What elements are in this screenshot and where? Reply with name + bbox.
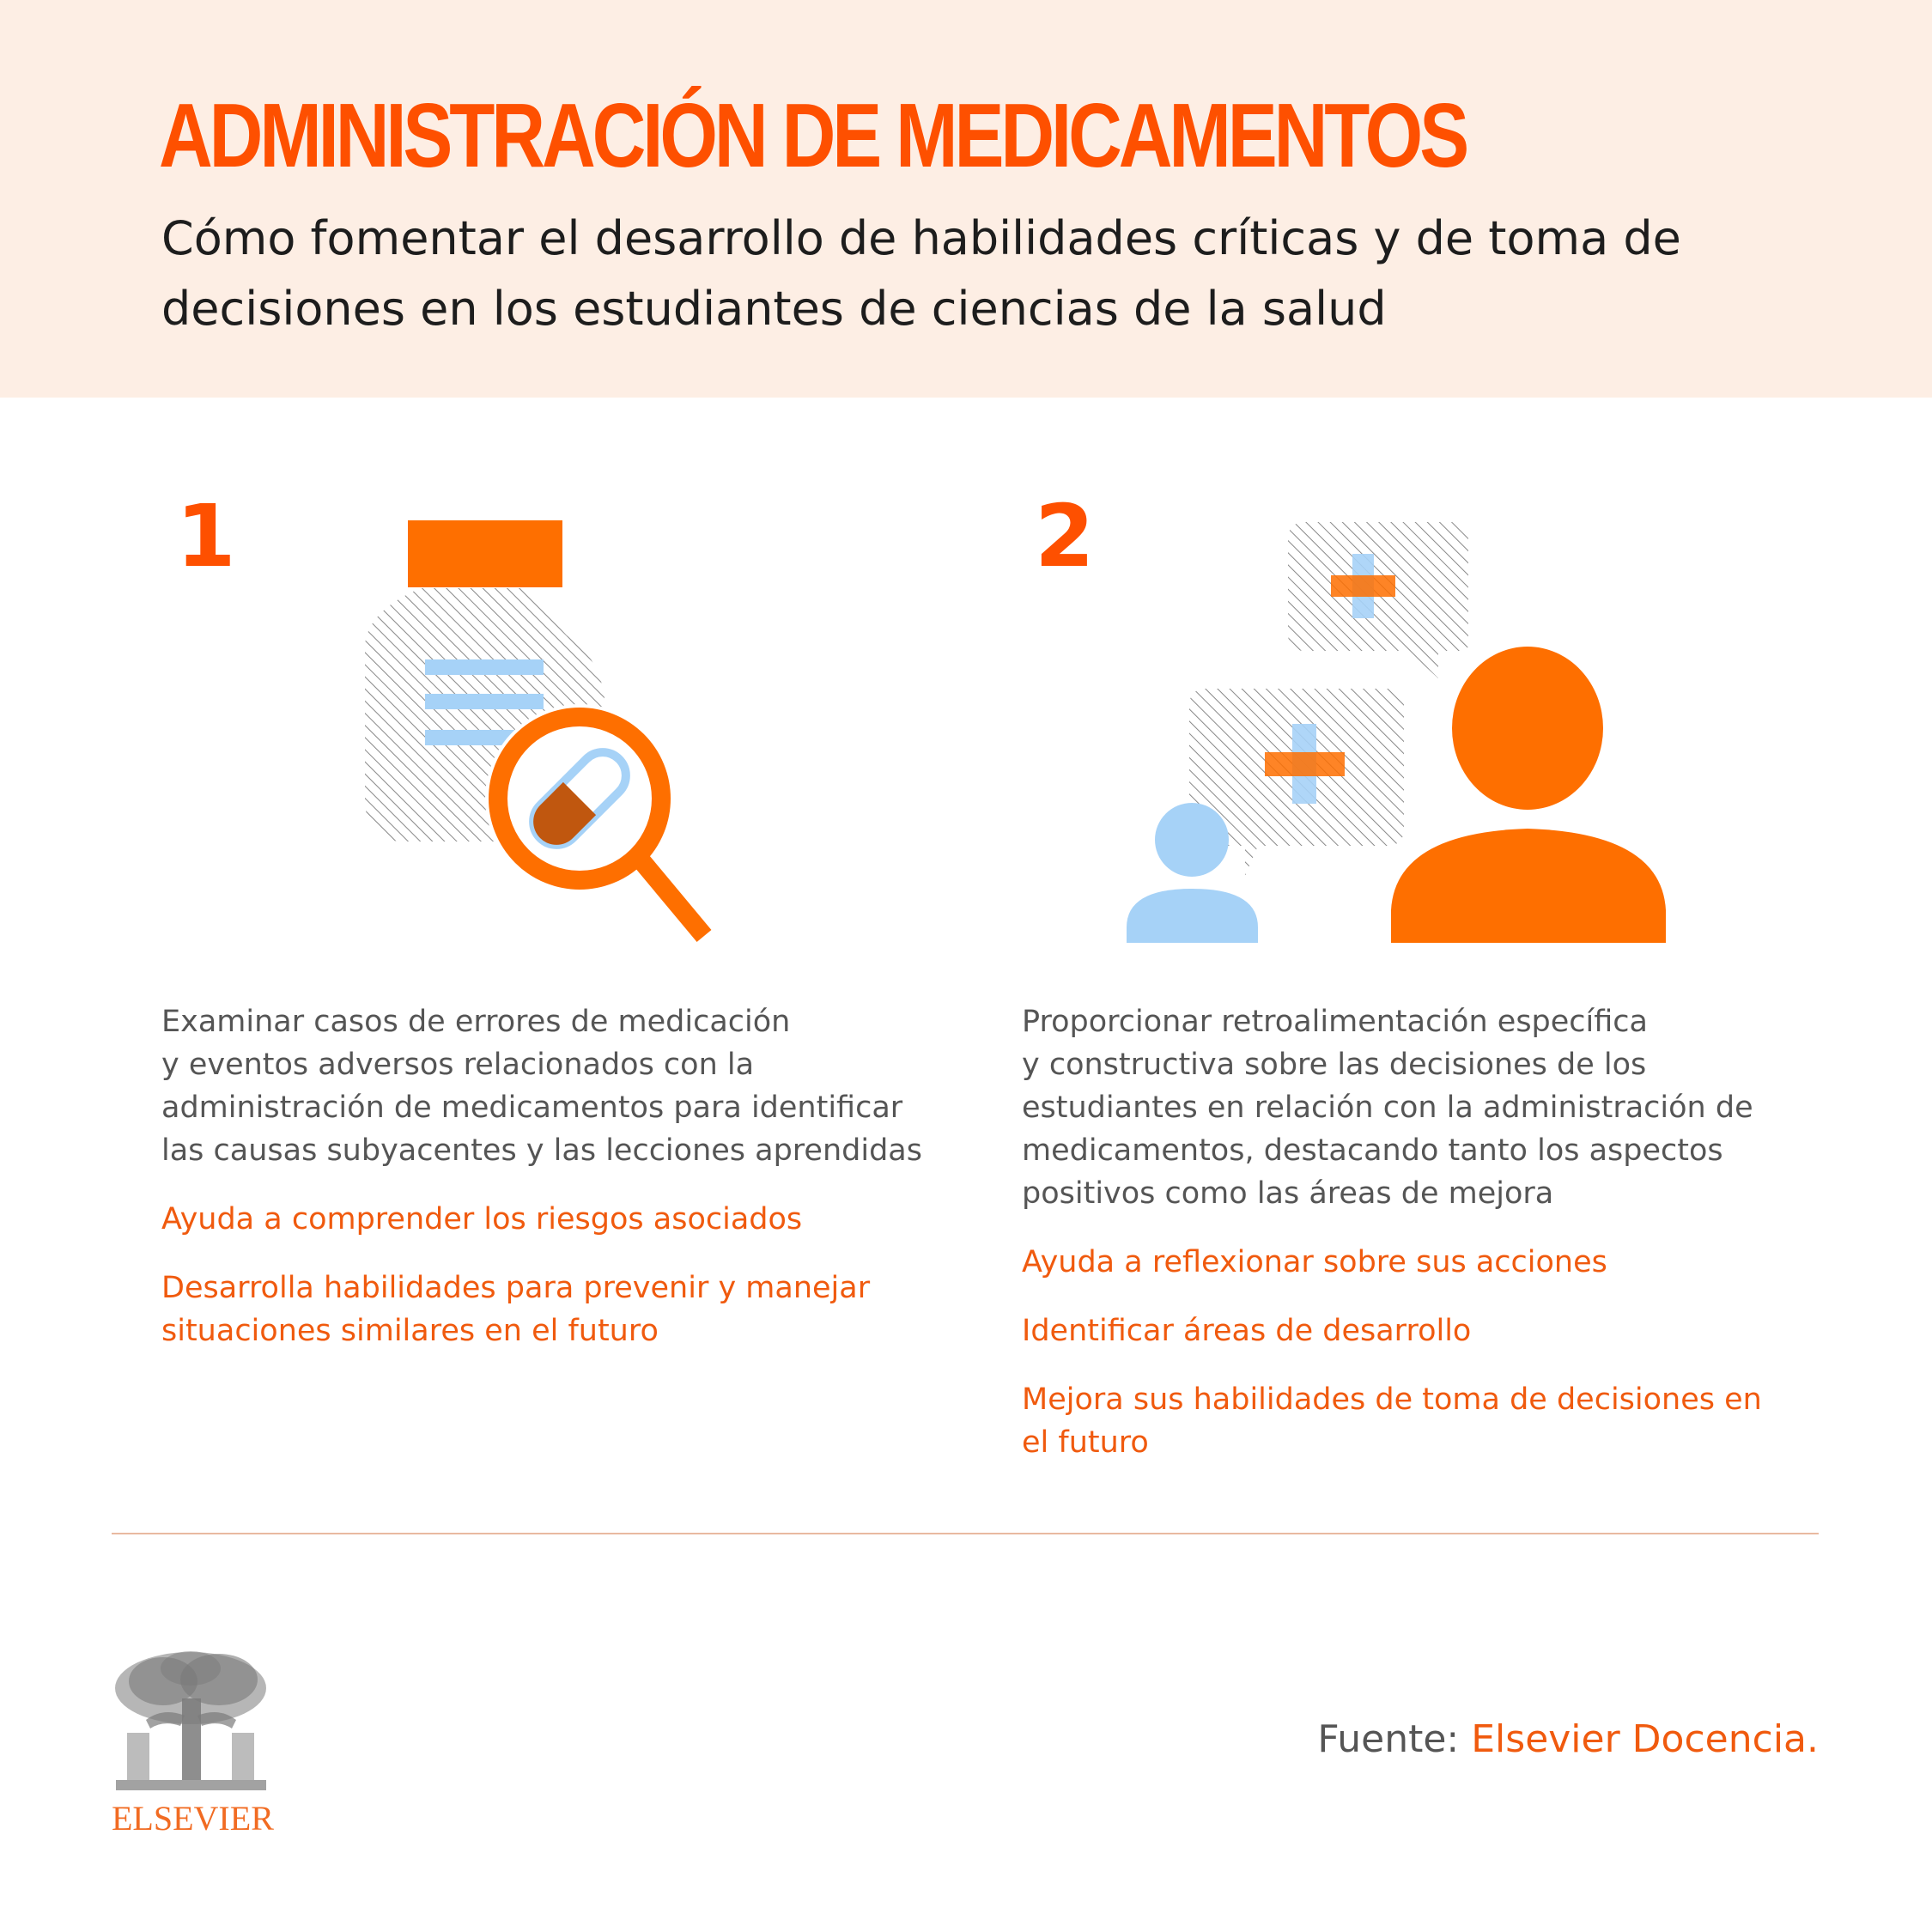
medicine-bottle-magnifier-icon bbox=[361, 515, 721, 945]
page-subtitle: Cómo fomentar el desarrollo de habilidades críticas y de toma de decisiones en los estudiantes de ciencias de la salud bbox=[161, 211, 1681, 336]
section-2-text bbox=[1022, 1000, 1795, 1464]
section-1-description: Examinar casos de errores de medicación y eventos adversos relacionados con la administración de medicamentos para identificar las causas subyacentes y las lecciones aprendidas bbox=[161, 1005, 922, 1168]
section-1-benefit-1: Ayuda a comprender los riesgos asociados bbox=[161, 1202, 803, 1236]
section-2-benefit-1: Ayuda a reflexionar sobre sus acciones bbox=[1022, 1245, 1607, 1279]
elsevier-logo bbox=[112, 1647, 274, 1838]
source-name: Elsevier Docencia. bbox=[1471, 1717, 1819, 1761]
elsevier-wordmark: ELSEVIER bbox=[112, 1799, 274, 1838]
tree-emblem-icon bbox=[112, 1647, 270, 1793]
section-1-text bbox=[161, 1000, 934, 1352]
section-2-benefit-2: Identificar áreas de desarrollo bbox=[1022, 1314, 1472, 1348]
section-2-benefit-3: Mejora sus habilidades de toma de decisiones en el futuro bbox=[1022, 1382, 1762, 1460]
divider bbox=[112, 1533, 1819, 1534]
section-2-number: 2 bbox=[1035, 486, 1095, 586]
page-title: ADMINISTRACIÓN DE MEDICAMENTOS bbox=[159, 85, 1467, 186]
source-credit bbox=[1317, 1717, 1819, 1761]
source-label: Fuente: bbox=[1317, 1717, 1460, 1761]
feedback-conversation-icon bbox=[1116, 515, 1683, 953]
section-1-number: 1 bbox=[176, 486, 236, 586]
section-1-benefit-2: Desarrolla habilidades para prevenir y manejar situaciones similares en el futuro bbox=[161, 1271, 871, 1348]
section-2-description: Proporcionar retroalimentación específica y constructiva sobre las decisiones de los estudiantes en relación con la administración de medicamentos, destacando tanto los aspectos positivos como las áreas de mejora bbox=[1022, 1005, 1753, 1211]
